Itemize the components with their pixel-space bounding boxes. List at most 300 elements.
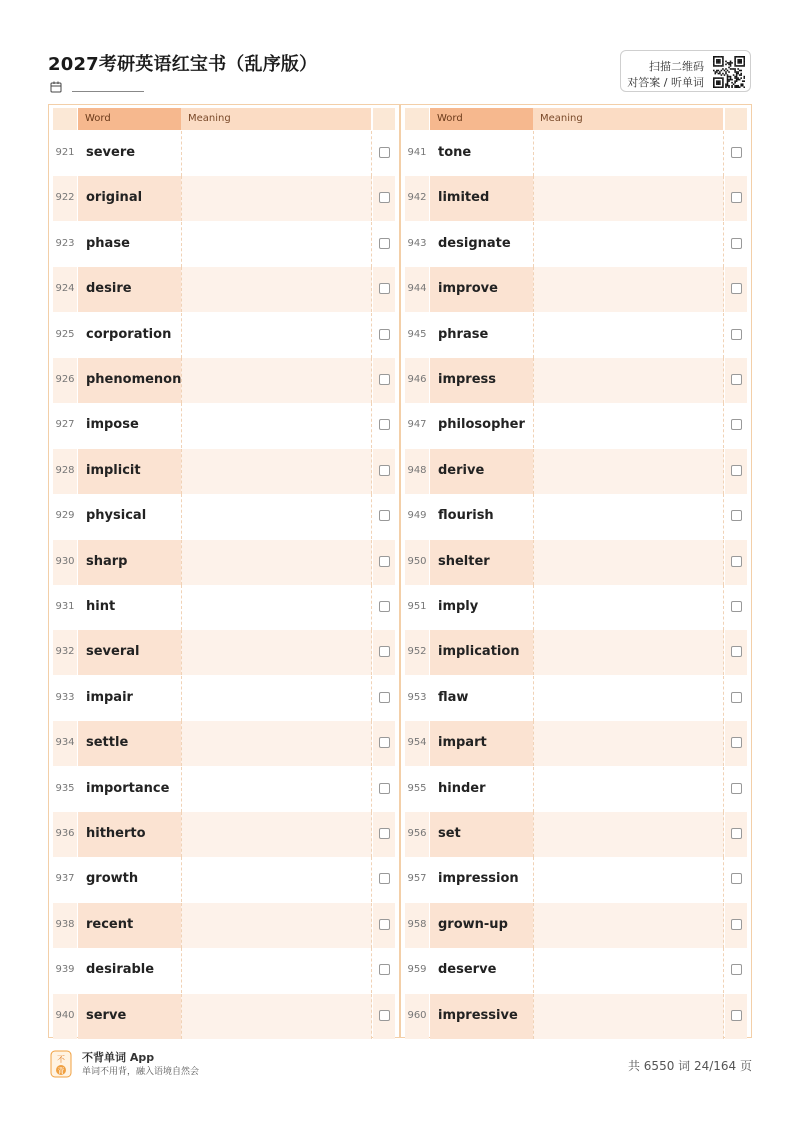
- check-cell: [725, 812, 747, 857]
- checkbox[interactable]: [731, 510, 742, 521]
- word-text: several: [86, 644, 140, 660]
- check-cell: [725, 540, 747, 585]
- table-row: [53, 767, 395, 812]
- word-text: original: [86, 190, 143, 206]
- word-text: desirable: [86, 962, 155, 978]
- checkbox[interactable]: [731, 329, 742, 340]
- check-cell: [725, 585, 747, 630]
- table-row: [405, 222, 747, 267]
- row-number: 941: [407, 147, 427, 158]
- meaning-cell[interactable]: [533, 812, 724, 857]
- word-text: phase: [86, 235, 130, 251]
- qr-caption-line1: 扫描二维码: [649, 60, 704, 73]
- row-number-cell: [405, 494, 429, 539]
- row-number: 924: [55, 283, 75, 295]
- word-text: importance: [86, 780, 170, 796]
- checkbox[interactable]: [731, 783, 742, 794]
- row-number: 938: [55, 918, 75, 930]
- word-text: set: [438, 826, 461, 841]
- checkbox[interactable]: [731, 556, 742, 567]
- word-cell: [78, 812, 181, 857]
- table-row: [405, 630, 747, 675]
- row-number-cell: [405, 812, 429, 857]
- meaning-cell[interactable]: [181, 313, 372, 358]
- meaning-cell[interactable]: [533, 358, 724, 403]
- table-row: [53, 222, 395, 267]
- qr-code-icon[interactable]: [713, 56, 745, 88]
- word-text: flaw: [438, 689, 469, 705]
- check-cell: [373, 267, 395, 312]
- meaning-cell[interactable]: [181, 994, 372, 1039]
- check-cell: [725, 721, 747, 766]
- meaning-cell[interactable]: [181, 676, 372, 721]
- checkbox[interactable]: [379, 192, 390, 203]
- word-cell: [430, 494, 533, 539]
- meaning-cell[interactable]: [533, 767, 724, 812]
- word-cell: [430, 222, 533, 267]
- table-row: [405, 994, 747, 1039]
- check-cell: [373, 767, 395, 812]
- table-row: [53, 313, 395, 358]
- word-cell: [430, 131, 533, 176]
- checkbox[interactable]: [379, 828, 390, 839]
- row-number: 937: [55, 873, 75, 885]
- meaning-cell[interactable]: [181, 358, 372, 403]
- word-text: impart: [438, 735, 487, 751]
- header-check-cell: [373, 108, 395, 130]
- meaning-cell[interactable]: [181, 585, 372, 630]
- row-number-cell: [405, 267, 429, 312]
- check-cell: [725, 131, 747, 176]
- word-cell: [430, 767, 533, 812]
- checkbox[interactable]: [379, 283, 390, 294]
- row-number: 936: [55, 828, 75, 839]
- word-cell: [430, 903, 533, 948]
- word-text: tone: [438, 145, 472, 160]
- word-text: implication: [438, 644, 520, 660]
- svg-text:背: 背: [57, 1067, 65, 1075]
- check-cell: [725, 494, 747, 539]
- meaning-cell[interactable]: [533, 176, 724, 221]
- row-number-cell: [53, 267, 77, 312]
- row-number: 928: [55, 464, 75, 476]
- check-cell: [725, 449, 747, 494]
- check-cell: [725, 903, 747, 948]
- table-row: [405, 676, 747, 721]
- table-row: [53, 721, 395, 766]
- word-cell: [430, 812, 533, 857]
- meaning-cell[interactable]: [533, 131, 724, 176]
- meaning-cell[interactable]: [533, 540, 724, 585]
- row-number-cell: [53, 585, 77, 630]
- row-number: 952: [407, 646, 427, 658]
- checkbox[interactable]: [731, 283, 742, 294]
- row-number-cell: [405, 176, 429, 221]
- calendar-icon: [50, 81, 62, 93]
- meaning-cell[interactable]: [533, 222, 724, 267]
- meaning-cell[interactable]: [181, 857, 372, 902]
- meaning-cell[interactable]: [181, 540, 372, 585]
- row-number-cell: [53, 630, 77, 675]
- checkbox[interactable]: [731, 964, 742, 975]
- row-number: 935: [55, 782, 75, 794]
- row-number-cell: [53, 994, 77, 1039]
- column-header-meaning: Meaning: [533, 108, 723, 130]
- checkbox[interactable]: [731, 374, 742, 385]
- word-text: improve: [438, 281, 498, 297]
- checkbox[interactable]: [731, 692, 742, 703]
- table-row: [53, 494, 395, 539]
- checkbox[interactable]: [379, 419, 390, 430]
- row-number-cell: [53, 721, 77, 766]
- word-text: settle: [86, 735, 129, 751]
- word-text: derive: [438, 462, 485, 478]
- row-number-cell: [405, 313, 429, 358]
- checkbox[interactable]: [379, 329, 390, 340]
- row-number-cell: [53, 313, 77, 358]
- meaning-cell[interactable]: [533, 676, 724, 721]
- word-cell: [430, 449, 533, 494]
- checkbox[interactable]: [731, 192, 742, 203]
- row-number-cell: [53, 403, 77, 448]
- row-number-cell: [53, 903, 77, 948]
- checkbox[interactable]: [379, 919, 390, 930]
- check-cell: [725, 857, 747, 902]
- table-row: [405, 403, 747, 448]
- checkbox[interactable]: [379, 238, 390, 249]
- table-row: [405, 131, 747, 176]
- checkbox[interactable]: [731, 419, 742, 430]
- row-number: 956: [407, 828, 427, 839]
- meaning-cell[interactable]: [181, 222, 372, 267]
- checkbox[interactable]: [379, 556, 390, 567]
- check-cell: [373, 449, 395, 494]
- meaning-cell[interactable]: [533, 313, 724, 358]
- row-number: 951: [407, 601, 427, 612]
- meaning-cell[interactable]: [181, 721, 372, 766]
- word-text: hitherto: [86, 826, 146, 841]
- checkbox[interactable]: [379, 1010, 390, 1021]
- checkbox[interactable]: [379, 147, 390, 158]
- checkbox[interactable]: [379, 873, 390, 884]
- word-cell: [78, 222, 181, 267]
- word-cell: [78, 903, 181, 948]
- check-cell: [373, 358, 395, 403]
- checkbox[interactable]: [731, 737, 742, 748]
- word-cell: [78, 313, 181, 358]
- row-number-cell: [53, 131, 77, 176]
- app-logo-icon: [50, 1050, 72, 1078]
- check-cell: [725, 676, 747, 721]
- row-number-cell: [53, 358, 77, 403]
- table-row: [405, 358, 747, 403]
- checkbox[interactable]: [731, 465, 742, 476]
- table-row: [405, 585, 747, 630]
- check-cell: [725, 313, 747, 358]
- checkbox[interactable]: [731, 828, 742, 839]
- meaning-cell[interactable]: [181, 449, 372, 494]
- row-number-cell: [405, 630, 429, 675]
- check-cell: [373, 903, 395, 948]
- row-number-cell: [405, 903, 429, 948]
- meaning-cell[interactable]: [533, 721, 724, 766]
- check-cell: [725, 222, 747, 267]
- checkbox[interactable]: [731, 1010, 742, 1021]
- word-text: sharp: [86, 553, 128, 569]
- row-number: 945: [407, 328, 427, 340]
- check-cell: [373, 630, 395, 675]
- word-cell: [430, 676, 533, 721]
- row-number: 947: [407, 419, 427, 431]
- checkbox[interactable]: [731, 238, 742, 249]
- word-cell: [430, 585, 533, 630]
- meaning-cell[interactable]: [533, 449, 724, 494]
- checkbox[interactable]: [379, 964, 390, 975]
- meaning-cell[interactable]: [533, 494, 724, 539]
- table-row: [53, 131, 395, 176]
- table-row: [53, 812, 395, 857]
- table-row: [405, 903, 747, 948]
- row-number-cell: [405, 403, 429, 448]
- row-number: 934: [55, 737, 75, 749]
- word-text: impressive: [438, 1007, 518, 1023]
- checkbox[interactable]: [731, 601, 742, 612]
- row-number: 931: [55, 601, 75, 612]
- row-number: 954: [407, 737, 427, 749]
- word-text: impair: [86, 689, 133, 705]
- row-number-cell: [53, 494, 77, 539]
- word-cell: [430, 358, 533, 403]
- row-number-cell: [405, 222, 429, 267]
- meaning-cell[interactable]: [181, 630, 372, 675]
- word-cell: [430, 403, 533, 448]
- meaning-cell[interactable]: [181, 903, 372, 948]
- row-number: 944: [407, 283, 427, 295]
- row-number: 958: [407, 918, 427, 930]
- word-text: grown-up: [438, 916, 508, 932]
- table-row: [53, 903, 395, 948]
- row-number-cell: [53, 176, 77, 221]
- row-number-cell: [405, 721, 429, 766]
- meaning-cell[interactable]: [181, 767, 372, 812]
- checkbox[interactable]: [731, 873, 742, 884]
- check-cell: [373, 540, 395, 585]
- meaning-cell[interactable]: [181, 176, 372, 221]
- word-table-left: [48, 104, 400, 1038]
- row-number: 949: [407, 510, 427, 522]
- meaning-cell[interactable]: [181, 131, 372, 176]
- meaning-cell[interactable]: [181, 267, 372, 312]
- word-text: imply: [438, 599, 479, 614]
- check-cell: [373, 313, 395, 358]
- check-cell: [725, 948, 747, 993]
- meaning-cell[interactable]: [181, 494, 372, 539]
- row-number-cell: [53, 222, 77, 267]
- page-title: 2027考研英语红宝书（乱序版）: [48, 54, 318, 75]
- row-number: 957: [407, 873, 427, 885]
- word-cell: [430, 630, 533, 675]
- header-check-cell: [725, 108, 747, 130]
- meaning-cell[interactable]: [533, 903, 724, 948]
- checkbox[interactable]: [379, 601, 390, 612]
- table-row: [53, 540, 395, 585]
- row-number: 922: [55, 192, 75, 204]
- checkbox[interactable]: [379, 374, 390, 385]
- row-number-cell: [405, 131, 429, 176]
- word-cell: [78, 857, 181, 902]
- row-number: 927: [55, 419, 75, 431]
- page-counter: 共 6550 词 24/164 页: [627, 1059, 752, 1073]
- table-row: [53, 630, 395, 675]
- meaning-cell[interactable]: [181, 812, 372, 857]
- word-cell: [430, 721, 533, 766]
- footer-app-name: 不背单词 App: [82, 1051, 155, 1064]
- word-cell: [430, 540, 533, 585]
- table-row: [405, 767, 747, 812]
- row-number: 926: [55, 374, 75, 385]
- word-cell: [78, 358, 181, 403]
- word-cell: [78, 585, 181, 630]
- qr-badge[interactable]: [620, 50, 751, 92]
- word-text: recent: [86, 916, 134, 932]
- table-row: [53, 403, 395, 448]
- meaning-cell[interactable]: [533, 857, 724, 902]
- table-row: [405, 176, 747, 221]
- check-cell: [373, 585, 395, 630]
- row-number: 921: [55, 147, 75, 158]
- column-header-word: Word: [430, 108, 533, 130]
- word-text: growth: [86, 871, 139, 887]
- word-text: deserve: [438, 962, 497, 978]
- row-number: 933: [55, 691, 75, 703]
- checkbox[interactable]: [379, 783, 390, 794]
- row-number: 953: [407, 691, 427, 703]
- row-number-cell: [405, 676, 429, 721]
- table-row: [53, 585, 395, 630]
- meaning-cell[interactable]: [533, 630, 724, 675]
- row-number: 929: [55, 510, 75, 522]
- meaning-cell[interactable]: [533, 994, 724, 1039]
- check-cell: [725, 994, 747, 1039]
- check-cell: [373, 948, 395, 993]
- word-cell: [430, 176, 533, 221]
- checkbox[interactable]: [731, 919, 742, 930]
- word-text: limited: [438, 190, 490, 206]
- check-cell: [725, 358, 747, 403]
- meaning-cell[interactable]: [533, 267, 724, 312]
- word-text: physical: [86, 508, 147, 524]
- meaning-cell[interactable]: [533, 948, 724, 993]
- column-header-meaning: Meaning: [181, 108, 371, 130]
- row-number-cell: [53, 676, 77, 721]
- row-number: 959: [407, 964, 427, 976]
- check-cell: [373, 222, 395, 267]
- check-cell: [373, 721, 395, 766]
- table-row: [53, 449, 395, 494]
- meaning-cell[interactable]: [181, 403, 372, 448]
- word-table-right: [400, 104, 752, 1038]
- word-cell: [78, 403, 181, 448]
- word-text: impose: [86, 417, 139, 433]
- row-number-cell: [53, 767, 77, 812]
- check-cell: [373, 403, 395, 448]
- column-header-word: Word: [78, 108, 181, 130]
- word-text: impression: [438, 871, 519, 887]
- word-cell: [78, 948, 181, 993]
- table-row: [53, 358, 395, 403]
- row-number-cell: [405, 994, 429, 1039]
- row-number: 948: [407, 464, 427, 476]
- check-cell: [373, 676, 395, 721]
- meaning-cell[interactable]: [533, 403, 724, 448]
- row-number: 943: [407, 237, 427, 249]
- table-row: [53, 176, 395, 221]
- check-cell: [725, 630, 747, 675]
- row-number-cell: [405, 449, 429, 494]
- checkbox[interactable]: [731, 646, 742, 657]
- word-cell: [78, 449, 181, 494]
- row-number-cell: [53, 449, 77, 494]
- row-number: 940: [55, 1009, 75, 1021]
- word-text: impress: [438, 372, 497, 387]
- word-cell: [78, 540, 181, 585]
- word-text: severe: [86, 145, 136, 160]
- table-row: [53, 857, 395, 902]
- row-number-cell: [53, 948, 77, 993]
- word-cell: [78, 630, 181, 675]
- check-cell: [373, 131, 395, 176]
- checkbox[interactable]: [379, 465, 390, 476]
- word-text: corporation: [86, 326, 172, 342]
- header-number-cell: [53, 108, 77, 130]
- checkbox[interactable]: [379, 510, 390, 521]
- row-number-cell: [405, 585, 429, 630]
- row-number: 955: [407, 782, 427, 794]
- check-cell: [373, 812, 395, 857]
- check-cell: [373, 494, 395, 539]
- word-cell: [78, 494, 181, 539]
- meaning-cell[interactable]: [181, 948, 372, 993]
- row-number-cell: [53, 857, 77, 902]
- row-number: 939: [55, 964, 75, 976]
- word-cell: [78, 131, 181, 176]
- table-row: [53, 994, 395, 1039]
- word-text: hinder: [438, 780, 486, 796]
- checkbox[interactable]: [379, 646, 390, 657]
- row-number-cell: [53, 812, 77, 857]
- checkbox[interactable]: [379, 737, 390, 748]
- row-number: 925: [55, 328, 75, 340]
- meaning-cell[interactable]: [533, 585, 724, 630]
- word-cell: [430, 948, 533, 993]
- table-row: [405, 494, 747, 539]
- header-number-cell: [405, 108, 429, 130]
- word-cell: [78, 767, 181, 812]
- checkbox[interactable]: [379, 692, 390, 703]
- check-cell: [725, 176, 747, 221]
- row-number: 946: [407, 374, 427, 385]
- word-text: hint: [86, 599, 116, 614]
- svg-text:不: 不: [57, 1055, 65, 1064]
- row-number-cell: [405, 767, 429, 812]
- word-cell: [78, 994, 181, 1039]
- word-cell: [78, 267, 181, 312]
- row-number-cell: [405, 948, 429, 993]
- row-number: 923: [55, 237, 75, 249]
- checkbox[interactable]: [731, 147, 742, 158]
- row-number: 960: [407, 1009, 427, 1021]
- table-row: [405, 540, 747, 585]
